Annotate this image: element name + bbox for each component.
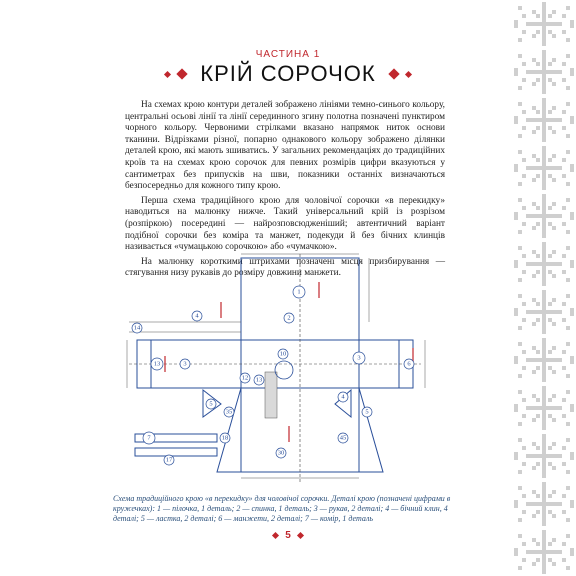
piece-label-4: 4	[341, 393, 345, 401]
diamond-ornament-icon	[405, 70, 412, 77]
cuff-strip-outline	[135, 448, 217, 456]
side-wedge-right	[359, 388, 383, 472]
piece-label-1: 1	[297, 288, 301, 296]
paragraph: На схемах крою контури деталей зображено лініями темно-синього кольору, центральні осьові лінії та лінії серединного згину полотна позначені пунктиром чорного кольору. Червоними стрілками вказано напрямок ниток основи тканини. Відрізками різної, попарно однакового кольору зображено ділянки деталей крою, які мають зшиватись. У загальних рекомендаціях до традиційних кроїв та на схемах крою сорочок для певних розмірів цифри вказуються у сантиметрах без припусків на шви, показники останніх визначаються безпосередньо для кожного типу крою.	[125, 100, 445, 192]
piece-label-2: 2	[287, 314, 291, 322]
dimension-label-14: 14	[133, 324, 141, 332]
piece-label-6: 6	[407, 360, 411, 368]
neck-slit-hatch	[265, 372, 277, 418]
diamond-ornament-icon	[388, 68, 399, 79]
paragraph: На малюнку короткими штрихами позначені місця призбирування — стягування низу рукавів до розміру довжини манжети.	[125, 256, 445, 279]
dimension-label-35: 35	[225, 408, 233, 416]
diamond-ornament-icon	[297, 532, 304, 539]
paragraph: Перша схема традиційного крою для чоловічої сорочки «в перекидку» наводиться на малюнку нижче. Такий універсальний крій із розрізом (розпіркою) посередині — найрозповсюдженіший; автентичний варіант подібної сорочки без коміра та манжет, подекуди й без бічних клинців називається «чумацькою сорочкою» або «чумачкою».	[125, 195, 445, 253]
dimension-label-10: 10	[279, 350, 287, 358]
piece-label-7: 7	[147, 434, 151, 442]
figure-caption: Схема традиційного крою «в перекидку» для чоловічої сорочки. Деталі крою (позначені цифрами в кружечках): 1 — пілочка, 1 деталь; 2 — спинка, 1 деталь; 3 — рукав, 2 деталі; 4 — бічний клин, 4 деталі; 5 — ластка, 2 деталі; 6 — манжети, 2 деталі; 7 — комір, 1 деталь	[113, 494, 451, 523]
diamond-ornament-icon	[164, 70, 171, 77]
dimension-label-13: 13	[153, 360, 161, 368]
piece-label-5: 5	[209, 400, 213, 408]
dimension-label-18: 18	[221, 434, 229, 442]
piece-label-4: 4	[195, 312, 199, 320]
title-row	[0, 60, 576, 88]
pattern-diagram	[113, 252, 471, 484]
piece-label-3: 3	[357, 354, 361, 362]
dimension-label-13: 13	[255, 376, 263, 384]
side-wedge-left	[217, 388, 241, 472]
diamond-ornament-icon	[272, 532, 279, 539]
page-number: 5	[285, 530, 291, 541]
dimension-label-12: 12	[241, 374, 249, 382]
dimension-label-45: 45	[339, 434, 347, 442]
section-label: ЧАСТИНА 1	[255, 49, 321, 60]
diamond-ornament-icon	[177, 68, 188, 79]
page-title: КРІЙ СОРОЧОК	[200, 61, 376, 86]
piece-label-5: 5	[365, 408, 369, 416]
dimension-label-30: 30	[277, 449, 285, 457]
page-number-row	[0, 530, 576, 541]
dimension-label-17: 17	[165, 456, 173, 464]
piece-label-3: 3	[183, 360, 187, 368]
